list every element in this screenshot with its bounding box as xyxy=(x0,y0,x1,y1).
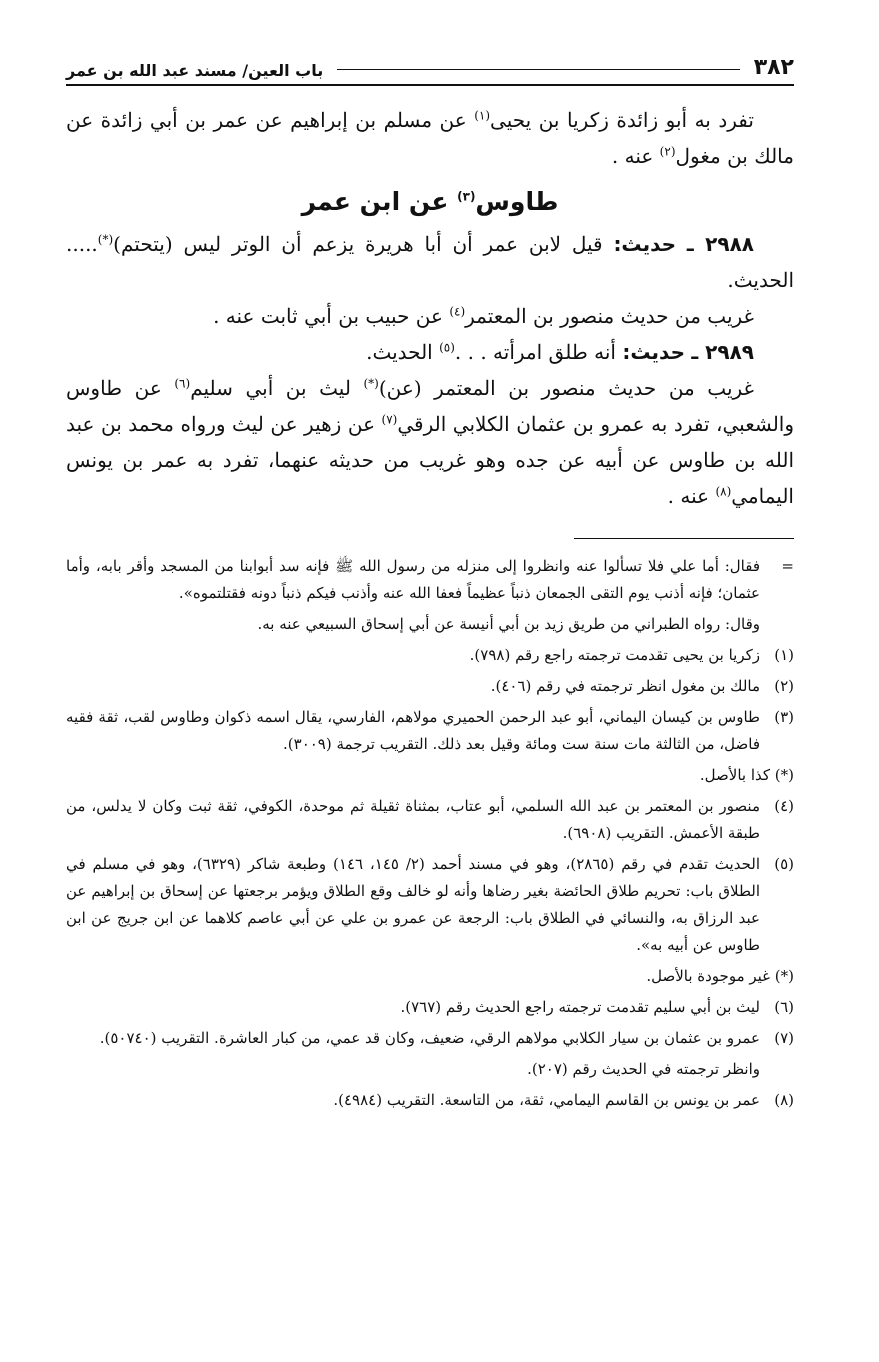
footnote-separator xyxy=(574,538,794,539)
footnote-text: ليث بن أبي سليم تقدمت ترجمته راجع الحديث رقم (٧٦٧). xyxy=(400,998,760,1016)
footnote-text: مالك بن مغول انظر ترجمته في رقم (٤٠٦). xyxy=(490,677,760,695)
text-span: عن حبيب بن أبي ثابت عنه . xyxy=(213,304,450,328)
footnote-text: الحديث تقدم في رقم (٢٨٦٥)، وهو في مسند أحمد (٢/ ١٤٥، ١٤٦) وطبعة شاكر (٦٣٢٩)، وهو في مسلم في الطلاق باب: تحريم طلاق الحائضة بغير رضاها وأنه لو خالف وقع الطلاق ويؤمر برجعتها عن إسحاق بن إبراهيم عن عبد الرزاق به، والنسائي في الطلاق باب: الرجعة عن عمرو بن علي عن أبي عاصم كلاهما عن ابن جريج عن ابن طاوس عن أبيه به». xyxy=(66,855,760,954)
heading-text: عن ابن عمر xyxy=(301,187,458,216)
footnote-ref-7: (٧) xyxy=(381,412,398,427)
footnote-mark: (٦) xyxy=(774,998,794,1016)
text-span: الحديث. xyxy=(366,340,440,364)
footnote-mark: (٧) xyxy=(774,1029,794,1047)
text-span: تفرد به أبو زائدة زكريا بن يحيى xyxy=(490,108,754,132)
footnote-3 xyxy=(66,704,794,758)
footnote-text: عمرو بن عثمان بن سيار الكلابي مولاهم الرقي، ضعيف، وكان قد عمي، من كبار العاشرة. التقريب (٥٠٧٤٠). xyxy=(99,1029,760,1047)
footnote-star-1: (*) كذا بالأصل. xyxy=(699,766,794,784)
footnote-text: فقال: أما علي فلا تسألوا عنه وانظروا إلى منزله من رسول الله ﷺ فإنه سد أبوابنا من المسجد وأقر بابه، وأما عثمان؛ فإنه أذنب يوم التقى الجمعان ذنباً عظيماً فعفا الله عنه وأذنب فيكم ذنباً دونه فقتلتموه». xyxy=(66,557,760,602)
footnote-ref-star: (*) xyxy=(363,376,379,391)
footnote-subtext: وانظر ترجمته في الحديث رقم (٢٠٧). xyxy=(527,1060,760,1078)
footnote-mark: (٢) xyxy=(774,677,794,695)
paragraph-1 xyxy=(66,102,794,174)
text-span: ليث بن أبي سليم xyxy=(190,376,364,400)
text-span: عن طاوس والشعبي، تفرد به عمرو بن عثمان الكلابي الرقي xyxy=(66,376,794,436)
footnote-ref-5: (٥) xyxy=(439,340,455,355)
footnote-ref-8: (٨) xyxy=(715,484,732,499)
footnote-text: عمر بن يونس بن القاسم اليمامي، ثقة، من التاسعة. التقريب (٤٩٨٤). xyxy=(333,1091,760,1109)
hadith-2988 xyxy=(66,226,794,298)
page-header xyxy=(66,40,794,86)
paragraph-3 xyxy=(66,298,794,334)
header-rule xyxy=(337,69,739,70)
hadith-keyword: حديث: xyxy=(622,340,685,364)
hadith-number: ٢٩٨٩ ـ xyxy=(691,340,754,364)
hadith-2989 xyxy=(66,334,794,370)
heading-text: طاوس xyxy=(475,187,559,216)
footnote-star-2: (*) غير موجودة بالأصل. xyxy=(646,967,794,985)
text-span: عن مسلم بن إبراهيم عن عمر بن أبي زائدة عن مالك بن مغول xyxy=(66,108,794,168)
running-title: باب العين/ مسند عبد الله بن عمر xyxy=(66,61,324,80)
footnote-8 xyxy=(66,1087,794,1114)
footnote-text: منصور بن المعتمر بن عبد الله السلمي، أبو عتاب، بمثناة ثقيلة ثم موحدة، الكوفي، ثقة ثبت وكان لا يدلس، من طبقة الأعمش. التقريب (٦٩٠٨). xyxy=(66,797,760,842)
footnote-subtext: وقال: رواه الطبراني من طريق زيد بن أبي أنيسة عن أبي إسحاق السبيعي عنه به. xyxy=(257,615,760,633)
footnote-ref-4: (٤) xyxy=(449,304,466,319)
footnote-1 xyxy=(66,642,794,669)
text-span: عن زهير عن ليث ورواه محمد بن عبد الله بن طاوس عن أبيه عن جده وهو غريب من حديثه عنهما، تفرد به عمر بن يونس اليمامي xyxy=(66,412,794,508)
text-span: قيل لابن عمر أن أبا هريرة يزعم أن الوتر ليس (يتحتم) xyxy=(113,232,614,256)
text-span: عنه . xyxy=(611,144,660,168)
footnote-mark: (١) xyxy=(774,646,794,664)
text-span: غريب من حديث منصور بن المعتمر xyxy=(465,304,754,328)
text-span: غريب من حديث منصور بن المعتمر (عن) xyxy=(378,376,755,400)
footnote-mark: (٨) xyxy=(774,1091,794,1109)
hadith-keyword: حديث: xyxy=(613,232,677,256)
footnote-ref-3: (٣) xyxy=(457,189,476,204)
page-number: ٣٨٢ xyxy=(753,55,794,80)
text-span: ..... الحديث. xyxy=(66,232,794,292)
section-heading xyxy=(66,184,794,220)
text-span: عنه . xyxy=(667,484,716,508)
hadith-number: ٢٩٨٨ ـ xyxy=(686,232,754,256)
footnotes xyxy=(66,553,794,1114)
footnote-text: زكريا بن يحيى تقدمت ترجمته راجع رقم (٧٩٨). xyxy=(469,646,760,664)
footnote-6 xyxy=(66,994,794,1021)
main-text xyxy=(66,102,794,514)
footnote-mark: (٣) xyxy=(774,708,794,726)
footnote-4 xyxy=(66,793,794,847)
footnote-ref-1: (١) xyxy=(474,108,491,123)
footnote-5 xyxy=(66,851,794,959)
footnote-ref-2: (٢) xyxy=(659,144,676,159)
footnote-7 xyxy=(66,1025,794,1052)
footnote-2 xyxy=(66,673,794,700)
footnote-ref-star: (*) xyxy=(97,232,114,247)
footnote-ref-6: (٦) xyxy=(174,376,191,391)
paragraph-5 xyxy=(66,370,794,514)
footnote-continuation xyxy=(66,553,794,607)
footnote-mark: = xyxy=(781,557,794,575)
book-page xyxy=(66,40,794,1118)
footnote-mark: (٥) xyxy=(774,855,794,873)
text-span: أنه طلق امرأته . . . xyxy=(454,340,623,364)
footnote-mark: (٤) xyxy=(774,797,794,815)
footnote-text: طاوس بن كيسان اليماني، أبو عبد الرحمن الحميري مولاهم، الفارسي، يقال اسمه ذكوان وطاوس لقب، ثقة فقيه فاضل، من الثالثة مات سنة ست ومائة وقيل بعد ذلك. التقريب ترجمة (٣٠٠٩). xyxy=(66,708,760,753)
